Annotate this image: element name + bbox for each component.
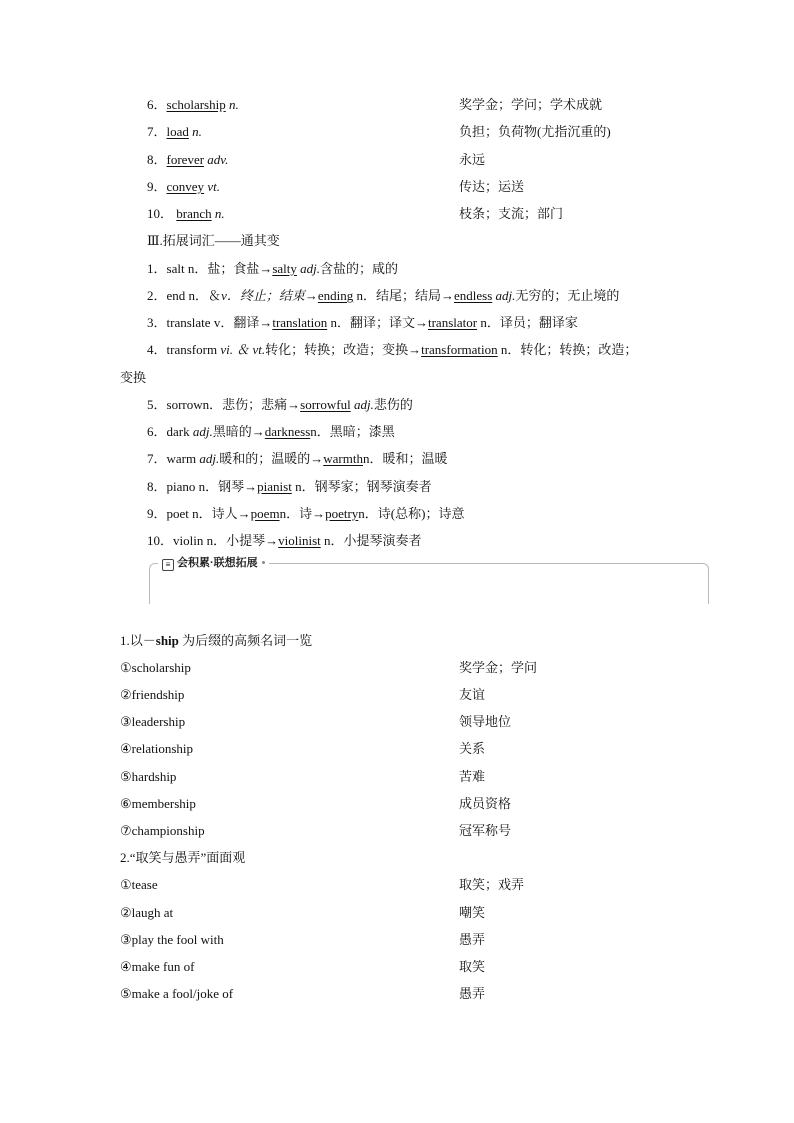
vocab-meaning: 奖学金；学问；学术成就 [459,97,603,112]
item-number: 1． [147,261,167,276]
list-title-text: 为后缀的高频名词一览 [178,633,313,648]
derived-word: salty [272,261,297,276]
vocab-meaning: 传达；运送 [459,179,525,194]
item-number: 6． [147,97,167,112]
part-of-speech: n. [192,124,202,139]
vocab-row [0,150,794,170]
expand-row [0,259,794,279]
term-meaning: 成员资格 [459,796,512,811]
item-number: 7． [147,124,167,139]
term-meaning: 关系 [459,741,486,756]
expand-row [0,422,794,442]
vocab-row [0,204,794,224]
derived-word: sorrowful [300,397,351,412]
definition: n．钢琴家；钢琴演奏者 [295,479,432,494]
base-word: warm [166,451,197,466]
item-number: 8． [147,479,167,494]
item-number: 10． [147,206,174,221]
derived-word: poetry [325,506,359,521]
term: ⑥membership [120,796,196,811]
item-number: 3． [147,315,167,330]
base-word: dark [166,424,190,439]
term: ⑤make a fool/joke of [120,986,234,1001]
definition: n．悲伤；悲痛→ [202,397,301,412]
derived-word: darkness [264,424,311,439]
item-number: 8． [147,152,167,167]
expand-row-continuation [0,368,794,388]
vocab-word: scholarship [166,97,226,112]
list-title-keyword: ship [155,633,179,648]
vocab-word: forever [166,152,205,167]
list-item [0,930,794,950]
item-number: 9． [147,506,167,521]
list-item [0,957,794,977]
item-number: 5． [147,397,167,412]
term: ⑤hardship [120,769,177,784]
definition: n．翻译；译文→ [330,315,428,330]
term-meaning: 领导地位 [459,714,512,729]
part-of-speech: vt. [207,179,220,194]
base-word: poet [166,506,189,521]
box-label-text: 会积累·联想拓展 [177,557,258,569]
list-title [0,631,794,651]
list-item [0,685,794,705]
accumulation-box [149,557,709,604]
item-number: 9． [147,179,167,194]
base-word: sorrow [166,397,203,412]
definition: n．诗→ [279,506,326,521]
vocab-meaning: 枝条；支流；部门 [459,206,564,221]
part-of-speech: adv. [207,152,229,167]
part-of-speech: adj. [192,424,213,439]
term: ④relationship [120,741,194,756]
vocab-row [0,177,794,197]
definition: n．诗人→ [192,506,251,521]
vocab-word: load [166,124,189,139]
term-meaning: 苦难 [459,769,486,784]
term-meaning: 嘲笑 [459,905,486,920]
expand-row [0,313,794,333]
definition: v．翻译→ [213,315,273,330]
base-word: piano [166,479,196,494]
item-number: 6． [147,424,167,439]
part-of-speech: vi. ＆ vt. [220,342,266,357]
vocab-meaning: 永远 [459,152,486,167]
term-meaning: 愚弄 [459,986,486,1001]
list-item [0,903,794,923]
derived-word: poem [250,506,280,521]
term-meaning: 友谊 [459,687,486,702]
section-heading [0,231,794,251]
part-of-speech: adj. [300,261,321,276]
term: ⑦championship [120,823,205,838]
definition: n．暖和；温暖 [362,451,448,466]
definition: 暖和的；温暖的→ [219,451,324,466]
definition: 黑暗的→ [212,424,265,439]
list-item [0,821,794,841]
list-title [0,848,794,868]
term: ②laugh at [120,905,174,920]
vocab-word: branch [176,206,212,221]
definition: 含盐的；咸的 [320,261,399,276]
dot-icon [262,561,265,564]
term-meaning: 取笑；戏弄 [459,877,525,892]
vocab-row [0,122,794,142]
definition: 悲伤的 [373,397,413,412]
term: ①scholarship [120,660,191,675]
list-title-text: 2.“取笑与愚弄”面面观 [120,850,246,865]
definition: n．小提琴→ [206,533,279,548]
base-word: transform [166,342,218,357]
definition-continuation: 变换 [120,370,147,385]
part-of-speech: adj. [353,397,374,412]
definition: n．译员；翻译家 [480,315,578,330]
term-meaning: 冠军称号 [459,823,512,838]
vocab-meaning: 负担；负荷物(尤指沉重的) [459,124,611,139]
definition: v．终止；结束→ [221,288,318,303]
item-number: 4． [147,342,167,357]
expand-row [0,531,794,551]
list-item [0,794,794,814]
term: ①tease [120,877,158,892]
definition: 转化；转换；改造；变换→ [265,342,422,357]
definition: 无穷的；无止境的 [515,288,620,303]
box-label [158,555,269,571]
vocab-row [0,95,794,115]
expand-row [0,395,794,415]
base-word: salt [166,261,185,276]
definition: n．诗(总称)；诗意 [358,506,465,521]
derived-word: pianist [257,479,292,494]
expand-row [0,477,794,497]
derived-word: translator [427,315,478,330]
definition: n．结尾；结局→ [356,288,454,303]
derived-word: translation [272,315,328,330]
list-title-text: 1.以－ [120,633,156,648]
vocab-word: convey [166,179,205,194]
derived-word: transformation [421,342,498,357]
definition: n．钢琴→ [198,479,258,494]
derived-word: endless [454,288,493,303]
derived-word: ending [317,288,354,303]
derived-word: warmth [323,451,363,466]
item-number: 7． [147,451,167,466]
section-title: Ⅲ.拓展词汇——通其变 [147,233,280,248]
part-of-speech: adj. [199,451,220,466]
base-word: violin [173,533,204,548]
part-of-speech: n. [214,206,225,221]
definition: n．黑暗；漆黑 [310,424,395,439]
list-item [0,658,794,678]
term: ③play the fool with [120,932,224,947]
list-item [0,739,794,759]
list-item [0,984,794,1004]
definition: n．转化；转换；改造； [500,342,638,357]
list-item [0,767,794,787]
term: ③leadership [120,714,186,729]
item-number: 10． [147,533,174,548]
definition: n．盐；食盐→ [187,261,273,276]
expand-row [0,286,794,306]
part-of-speech: n. [228,97,239,112]
expand-row [0,340,794,360]
list-item [0,875,794,895]
base-word: translate [166,315,211,330]
term-meaning: 愚弄 [459,932,486,947]
list-item [0,712,794,732]
notebook-icon: ≡ [162,559,174,571]
definition: n．＆ [188,288,222,303]
term-meaning: 奖学金；学问 [459,660,538,675]
derived-word: violinist [278,533,321,548]
expand-row [0,504,794,524]
term: ②friendship [120,687,185,702]
base-word: end [166,288,186,303]
term-meaning: 取笑 [459,959,486,974]
item-number: 2． [147,288,167,303]
expand-row [0,449,794,469]
part-of-speech: adj. [495,288,516,303]
definition: n．小提琴演奏者 [324,533,422,548]
term: ④make fun of [120,959,195,974]
